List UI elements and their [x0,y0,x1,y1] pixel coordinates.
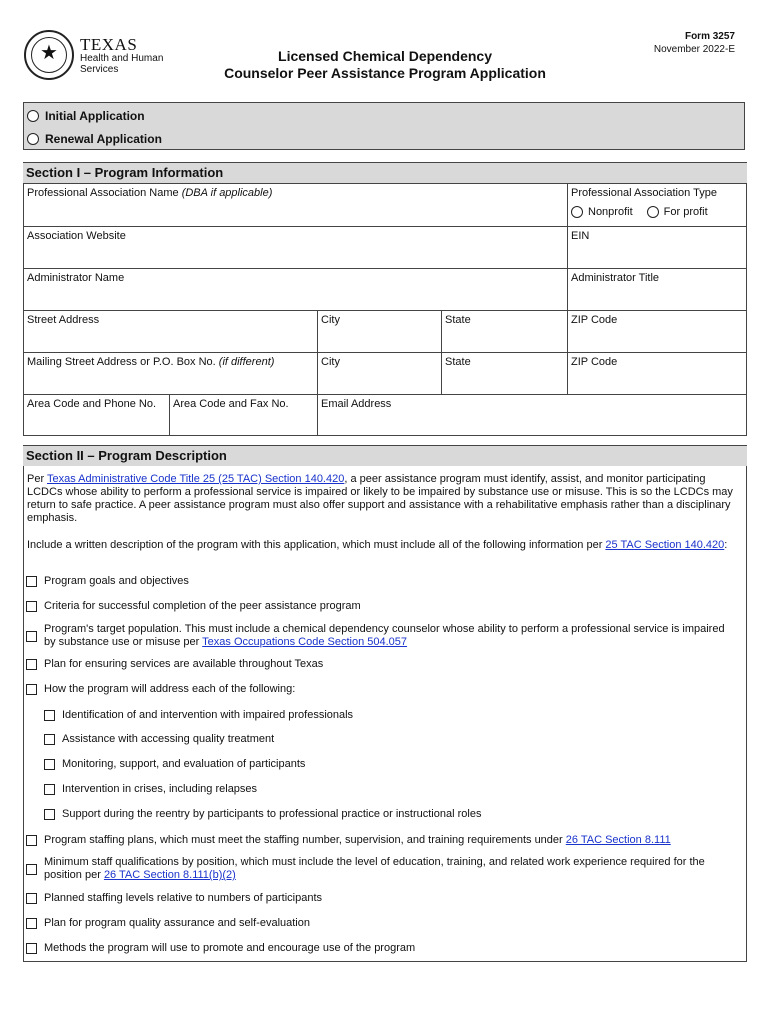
form-title: Licensed Chemical Dependency Counselor Peer Assistance Program Application [224,48,546,81]
renewal-application-radio[interactable] [27,133,39,145]
checkbox[interactable] [44,710,55,721]
logo-texas: TEXAS [80,34,138,54]
checkbox[interactable] [26,601,37,612]
mailing-zip-field[interactable]: ZIP Code [568,353,746,395]
form-date: November 2022-E [653,44,735,55]
checkbox[interactable] [44,759,55,770]
checkbox[interactable] [44,784,55,795]
email-field[interactable]: Email Address [321,398,392,410]
logo-hhs-line1: Health and Human [80,52,164,64]
checkbox[interactable] [26,864,37,875]
assoc-type-field: Professional Association Type Nonprofit For profit [568,184,746,227]
street-address-field[interactable]: Street Address [24,311,318,353]
checklist-item: Methods the program will use to promote and encourage use of the program [26,942,415,955]
mailing-address-field[interactable]: Mailing Street Address or P.O. Box No. (if different) [24,353,318,395]
hhs-logo [24,30,163,80]
checkbox[interactable] [26,684,37,695]
form-number: Form 3257 [684,31,735,42]
checklist-item: Program goals and objectives [26,575,189,588]
section1-heading: Section I – Program Information [23,162,747,183]
tac-8-111-link[interactable]: 26 TAC Section 8.111 [565,834,671,846]
fax-field[interactable]: Area Code and Fax No. [170,395,318,435]
include-paragraph: Include a written description of the program with this application, which must include all of the following information per 25 TAC Section 140.420: [27,539,728,551]
forprofit-radio[interactable] [647,206,659,218]
mailing-city-field[interactable]: City [318,353,442,395]
form-number-block [654,30,735,56]
checklist-subitem: Support during the reentry by participants to professional practice or instructional roles [44,808,481,821]
checkbox[interactable] [26,893,37,904]
zip-field[interactable]: ZIP Code [568,311,746,353]
nonprofit-radio[interactable] [571,206,583,218]
checkbox[interactable] [44,734,55,745]
checklist-item: Plan for program quality assurance and self-evaluation [26,917,310,930]
tac-8-111-b2-link[interactable]: 26 TAC Section 8.111(b)(2) [103,869,236,881]
intro-paragraph: Per Texas Administrative Code Title 25 (25 TAC) Section 140.420, a peer assistance program must identify, assist, and monitor participating LCDCs whose ability to perform a professional service is impaired or likely to be impaired by substance use or misuse. This is so the LCDCs may return to safe practice. A peer assistance program must also offer support and assistance with a rehabilitative emphasis rather than a disciplinary emphasis. [27,473,733,524]
renewal-application-option[interactable]: Renewal Application [27,132,162,146]
website-field[interactable]: Association Website [24,227,568,269]
initial-application-option[interactable]: Initial Application [27,109,145,123]
state-field[interactable]: State [442,311,568,353]
admin-name-field[interactable]: Administrator Name [24,269,568,311]
checklist-item: Program staffing plans, which must meet the staffing number, supervision, and training requirements under 26 TAC Section 8.111 [26,834,671,847]
checkbox[interactable] [26,943,37,954]
checklist-item: Minimum staff qualifications by position, which must include the level of education, training, and related work experience required for the position per 26 TAC Section 8.111(b)(2) [26,856,731,882]
section2-heading: Section II – Program Description [23,445,747,466]
checkbox[interactable] [26,659,37,670]
program-info-grid [23,183,747,436]
checklist-subitem: Intervention in crises, including relapses [44,783,257,796]
checklist-item: Planned staffing levels relative to numbers of participants [26,892,322,905]
checklist-item: Program's target population. This must include a chemical dependency counselor whose ability to perform a professional service is impaired by substance use or misuse per Texas Occupations Code Section 504.057 [26,623,726,649]
initial-application-radio[interactable] [27,110,39,122]
checklist-subitem: Assistance with accessing quality treatment [44,733,274,746]
admin-title-field[interactable]: Administrator Title [568,269,746,311]
assoc-name-field[interactable]: Professional Association Name (DBA if applicable) [24,184,568,227]
checklist-item: How the program will address each of the following: [26,683,295,696]
checklist-item: Criteria for successful completion of the peer assistance program [26,600,361,613]
checkbox[interactable] [26,576,37,587]
program-description-box [23,466,747,962]
tac-140-420-link[interactable]: Texas Administrative Code Title 25 (25 TAC) Section 140.420 [46,473,345,485]
checkbox[interactable] [26,918,37,929]
phone-field[interactable]: Area Code and Phone No. [24,395,170,435]
checkbox[interactable] [26,631,37,642]
tac-section-link[interactable]: 25 TAC Section 140.420 [605,539,725,551]
application-type-box [23,102,745,150]
checklist-subitem: Identification of and intervention with impaired professionals [44,709,353,722]
checklist-item: Plan for ensuring services are available throughout Texas [26,658,323,671]
mailing-state-field[interactable]: State [442,353,568,395]
occupations-code-link[interactable]: Texas Occupations Code Section 504.057 [202,636,408,648]
checkbox[interactable] [44,809,55,820]
logo-hhs-line2: Services [80,63,119,75]
checklist-subitem: Monitoring, support, and evaluation of participants [44,758,305,771]
texas-seal-icon: ★ [24,30,74,80]
checkbox[interactable] [26,835,37,846]
city-field[interactable]: City [318,311,442,353]
ein-field[interactable]: EIN [568,227,746,269]
